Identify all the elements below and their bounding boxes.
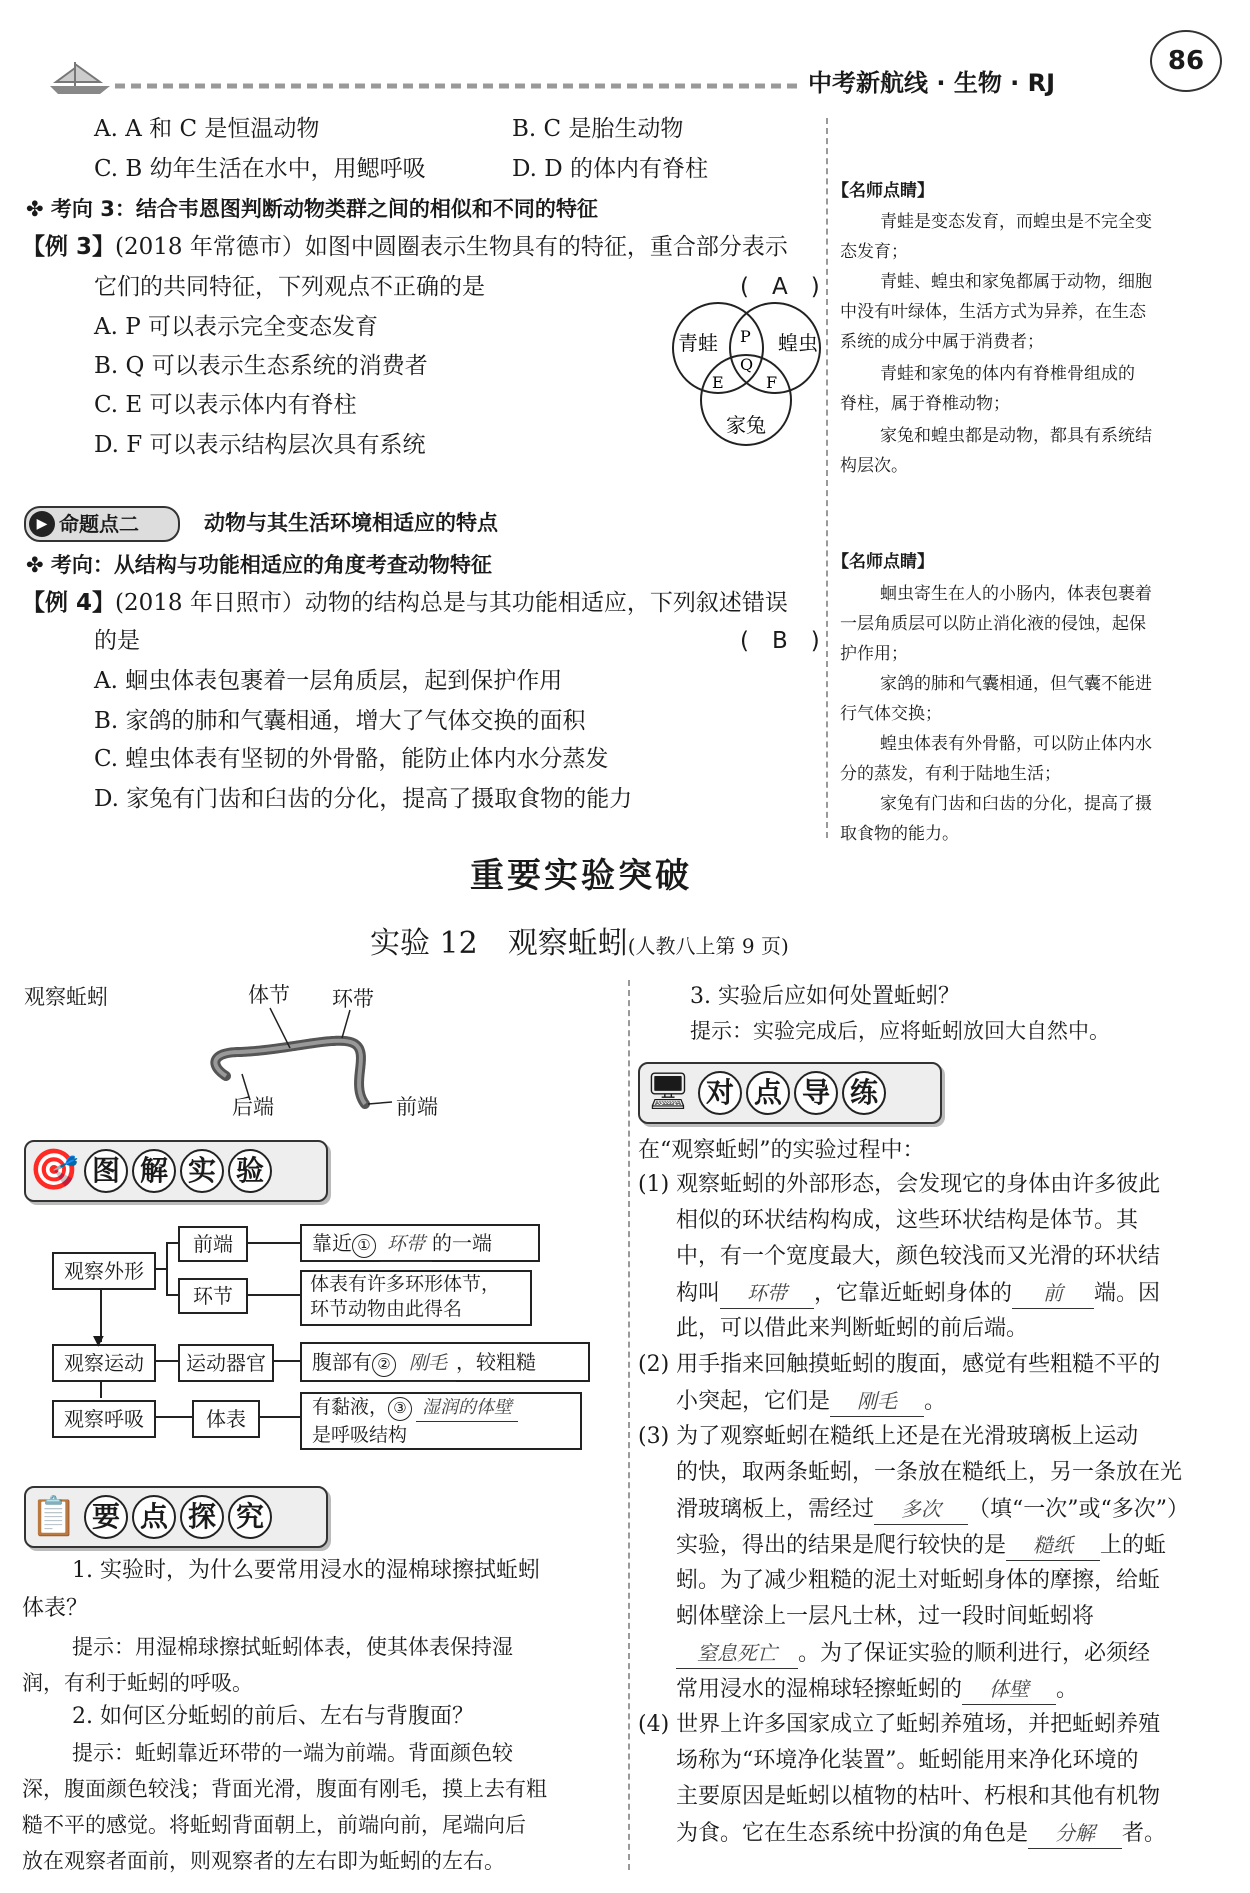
flow-ring: 环节	[178, 1278, 248, 1314]
flow-connector	[154, 1268, 166, 1270]
worm-caption: 观察蚯蚓	[24, 985, 108, 1009]
flow-move-organ: 运动器官	[178, 1344, 274, 1382]
explore-q2: 2. 如何区分蚯蚓的前后、左右与背腹面？	[72, 1704, 474, 1729]
practice-3: 窒息死亡 。为了保证实验的顺利进行，必须经	[676, 1638, 1150, 1669]
tip-4-line: 行气体交换；	[840, 704, 942, 724]
explore-q1: 1. 实验时，为什么要常用浸水的湿棉球擦拭蚯蚓	[72, 1558, 540, 1583]
tip-3-line: 构层次。	[840, 456, 908, 476]
flow-near-clitellum: 靠近 ① 环带 的一端	[300, 1224, 540, 1262]
worm-label-clitellum: 环带	[332, 987, 374, 1011]
practice-intro: 在“观察蚯蚓”的实验过程中：	[638, 1138, 925, 1163]
flow-mucus: 有黏液， ③ 湿润的体壁 是呼吸结构	[300, 1392, 582, 1450]
tip-4-line: 取食物的能力。	[840, 824, 959, 844]
flow-connector	[166, 1242, 178, 1244]
document-icon: 📋	[30, 1494, 78, 1538]
flow-connector	[272, 1360, 300, 1362]
practice-3: 常用浸水的湿棉球轻擦蚯蚓的 体壁 。	[676, 1674, 1078, 1705]
venn-label-rabbit: 家兔	[726, 413, 766, 437]
ex4-option-c: C. 蝗虫体表有坚韧的外骨骼，能防止体内水分蒸发	[94, 746, 609, 772]
practice-2: 小突起，它们是 刚毛 。	[676, 1386, 946, 1417]
earthworm-illustration	[190, 1004, 410, 1124]
play-icon: ▶	[29, 511, 55, 537]
worm-label-back: 后端	[232, 1095, 274, 1119]
example-4-line2: 的是	[94, 628, 140, 654]
mingti-title: 动物与其生活环境相适应的特点	[204, 511, 498, 535]
flow-connector	[246, 1242, 300, 1244]
column-divider	[826, 118, 828, 838]
answer-blank: 体壁	[962, 1674, 1056, 1705]
practice-4: 主要原因是蚯蚓以植物的枯叶、朽根和其他有机物	[676, 1784, 1161, 1809]
target-icon: 🎯	[29, 1147, 79, 1193]
example-3-line2: 它们的共同特征，下列观点不正确的是	[94, 274, 485, 300]
banner-diagram: 🎯 图 解 实 验	[24, 1140, 328, 1202]
practice-1: 中，有一个宽度最大，颜色较浅而又光滑的环状结	[676, 1244, 1161, 1269]
kaoxiang-3: ✤ 考向 3：结合韦恩图判断动物类群之间的相似和不同的特征	[26, 197, 598, 221]
answer-blank: 刚毛	[830, 1386, 924, 1417]
ex4-option-d: D. 家兔有门齿和臼齿的分化，提高了摄取食物的能力	[94, 786, 633, 812]
section-title: 重要实验突破	[470, 856, 692, 896]
flow-connector	[166, 1294, 178, 1296]
experiment-title: 实验 12 观察蚯蚓(人教八上第 9 页)	[370, 926, 789, 961]
flow-connector	[246, 1294, 300, 1296]
tip-3-line: 态发育；	[840, 242, 908, 262]
worm-label-segment: 体节	[248, 983, 290, 1007]
flow-look-move: 观察运动	[52, 1344, 156, 1382]
kaoxiang-structure: ✤ 考向：从结构与功能相适应的角度考查动物特征	[26, 553, 492, 577]
worm-label-front: 前端	[396, 1095, 438, 1119]
bullet-icon: ✤	[26, 197, 51, 221]
flow-arrow	[100, 1380, 102, 1398]
explore-hint2: 放在观察者面前，则观察者的左右即为蚯蚓的左右。	[22, 1849, 505, 1873]
bullet-icon: ✤	[26, 553, 51, 577]
tip-4-line: 护作用；	[840, 644, 908, 664]
example-4-line1: 【例 4】(2018 年日照市）动物的结构总是与其功能相适应，下列叙述错误	[22, 590, 788, 616]
answer-blank: 糙纸	[1006, 1530, 1100, 1561]
ex3-option-c: C. E 可以表示体内有脊柱	[94, 392, 357, 418]
flow-connector	[154, 1360, 178, 1362]
explore-hint3: 提示：实验完成后，应将蚯蚓放回大自然中。	[690, 1019, 1110, 1043]
practice-1: 构叫 环带 ，它靠近蚯蚓身体的 前 端。因	[676, 1278, 1160, 1309]
tip-3-line: 青蛙和家兔的体内有脊椎骨组成的	[880, 364, 1135, 384]
flow-front-end: 前端	[178, 1226, 248, 1262]
mingti-tag: ▶ 命题点二	[24, 506, 180, 542]
option-a: A. A 和 C 是恒温动物	[94, 116, 320, 142]
explore-hint2: 糙不平的感觉。将蚯蚓背面朝上，前端向前，尾端向后	[22, 1813, 526, 1837]
practice-4: 场称为“环境净化装置”。蚯蚓能用来净化环境的	[676, 1748, 1139, 1773]
tip-3-line: 青蛙是变态发育，而蝗虫是不完全变	[880, 212, 1152, 232]
ex4-option-b: B. 家鸽的肺和气囊相通，增大了气体交换的面积	[94, 708, 586, 734]
venn-diagram	[660, 300, 840, 450]
explore-hint1: 提示：用湿棉球擦拭蚯蚓体表，使其体表保持湿	[72, 1635, 513, 1659]
option-d: D. D 的体内有脊柱	[512, 156, 708, 182]
option-b: B. C 是胎生动物	[512, 116, 684, 142]
tip-3-line: 中没有叶绿体，生活方式为异养，在生态	[840, 302, 1146, 322]
tip-4-line: 分的蒸发，有利于陆地生活；	[840, 764, 1061, 784]
ex4-option-a: A. 蛔虫体表包裹着一层角质层，起到保护作用	[94, 668, 563, 694]
example-4-answer: ( B )	[740, 628, 820, 654]
practice-1: 此，可以借此来判断蚯蚓的前后端。	[676, 1316, 1029, 1341]
explore-q1: 体表？	[22, 1596, 89, 1621]
ex3-option-d: D. F 可以表示结构层次具有系统	[94, 432, 426, 458]
option-c: C. B 幼年生活在水中，用鳃呼吸	[94, 156, 426, 182]
header-decoration	[20, 58, 800, 84]
ex3-option-b: B. Q 可以表示生态系统的消费者	[94, 353, 428, 379]
example-3-answer: ( A )	[740, 274, 820, 300]
practice-3: 实验，得出的结果是爬行较快的是 糙纸 上的蚯	[676, 1530, 1166, 1561]
practice-4: (4) 世界上许多国家成立了蚯蚓养殖场，并把蚯蚓养殖	[638, 1712, 1161, 1737]
tip-3-title: 【名师点睛】	[832, 181, 934, 201]
tip-4-line: 一层角质层可以防止消化液的侵蚀，起保	[840, 614, 1146, 634]
practice-3: (3) 为了观察蚯蚓在糙纸上还是在光滑玻璃板上运动	[638, 1424, 1139, 1449]
answer-blank: 环带	[720, 1278, 814, 1309]
tip-4-line: 家鸽的肺和气囊相通，但气囊不能进	[880, 674, 1152, 694]
flow-look-breath: 观察呼吸	[52, 1400, 156, 1438]
practice-3: 滑玻璃板上，需经过 多次 （填“一次”或“多次”）	[676, 1494, 1189, 1525]
venn-label-frog: 青蛙	[678, 331, 718, 355]
banner-practice: 🖥 对 点 导 练	[638, 1062, 942, 1124]
tip-3-line: 青蛙、蝗虫和家兔都属于动物，细胞	[880, 272, 1152, 292]
tip-3-line: 家兔和蝗虫都是动物，都具有系统结	[880, 426, 1152, 446]
flow-body-surface: 体表	[192, 1400, 260, 1438]
bottom-column-divider	[628, 980, 630, 1870]
venn-label-q: Q	[740, 355, 754, 374]
venn-label-e: E	[712, 373, 724, 392]
flow-look-outer: 观察外形	[52, 1252, 156, 1290]
venn-label-locust: 蝗虫	[778, 331, 818, 355]
tip-4-line: 家兔有门齿和臼齿的分化，提高了摄	[880, 794, 1152, 814]
ex3-option-a: A. P 可以表示完全变态发育	[94, 314, 379, 340]
answer-blank: 多次	[874, 1494, 968, 1525]
example-3-line1: 【例 3】(2018 年常德市）如图中圆圈表示生物具有的特征，重合部分表示	[22, 234, 788, 260]
venn-label-p: P	[740, 327, 751, 346]
explore-hint2: 深，腹面颜色较浅；背面光滑，腹面有刚毛，摸上去有粗	[22, 1777, 547, 1801]
flow-connector	[166, 1242, 168, 1294]
tip-4-line: 蝗虫体表有外骨骼，可以防止体内水	[880, 734, 1152, 754]
header-brand: 中考新航线 · 生物 · RJ	[808, 69, 1056, 97]
tip-3-line: 脊柱，属于脊椎动物；	[840, 394, 1010, 414]
banner-explore: 📋 要 点 探 究	[24, 1486, 328, 1548]
venn-label-f: F	[766, 373, 778, 392]
monitor-icon: 🖥	[645, 1071, 691, 1112]
answer-blank: 分解	[1028, 1818, 1122, 1849]
practice-2: (2) 用手指来回触摸蚯蚓的腹面，感觉有些粗糙不平的	[638, 1352, 1161, 1377]
flow-ring-desc: 体表有许多环形体节， 环节动物由此得名	[300, 1270, 532, 1326]
practice-1: 相似的环状结构构成，这些环状结构是体节。其	[676, 1208, 1139, 1233]
explore-hint2: 提示：蚯蚓靠近环带的一端为前端。背面颜色较	[72, 1741, 513, 1765]
answer-blank: 窒息死亡	[676, 1638, 798, 1669]
practice-4: 为食。它在生态系统中扮演的角色是 分解 者。	[676, 1818, 1166, 1849]
practice-3: 蚓。为了减少粗糙的泥土对蚯蚓身体的摩擦，给蚯	[676, 1568, 1161, 1593]
answer-blank: 前	[1012, 1278, 1094, 1309]
flow-belly-setae: 腹部有 ② 刚毛 ，较粗糙	[300, 1342, 590, 1382]
practice-1: (1) 观察蚯蚓的外部形态，会发现它的身体由许多彼此	[638, 1172, 1161, 1197]
explore-q3: 3. 实验后应如何处置蚯蚓？	[690, 984, 960, 1009]
practice-3: 的快，取两条蚯蚓，一条放在糙纸上，另一条放在光	[676, 1460, 1183, 1485]
tip-4-line: 蛔虫寄生在人的小肠内，体表包裹着	[880, 584, 1152, 604]
flow-connector	[154, 1416, 192, 1418]
ship-logo-icon	[20, 58, 800, 98]
explore-hint1: 润，有利于蚯蚓的呼吸。	[22, 1671, 253, 1695]
tip-3-line: 系统的成分中属于消费者；	[840, 332, 1044, 352]
tip-4-title: 【名师点睛】	[832, 552, 934, 572]
flow-arrow-head: ▼	[93, 1333, 104, 1349]
page-number: 86	[1150, 30, 1222, 92]
flow-connector	[258, 1416, 300, 1418]
practice-3: 蚓体壁涂上一层凡士林，过一段时间蚯蚓将	[676, 1604, 1095, 1629]
